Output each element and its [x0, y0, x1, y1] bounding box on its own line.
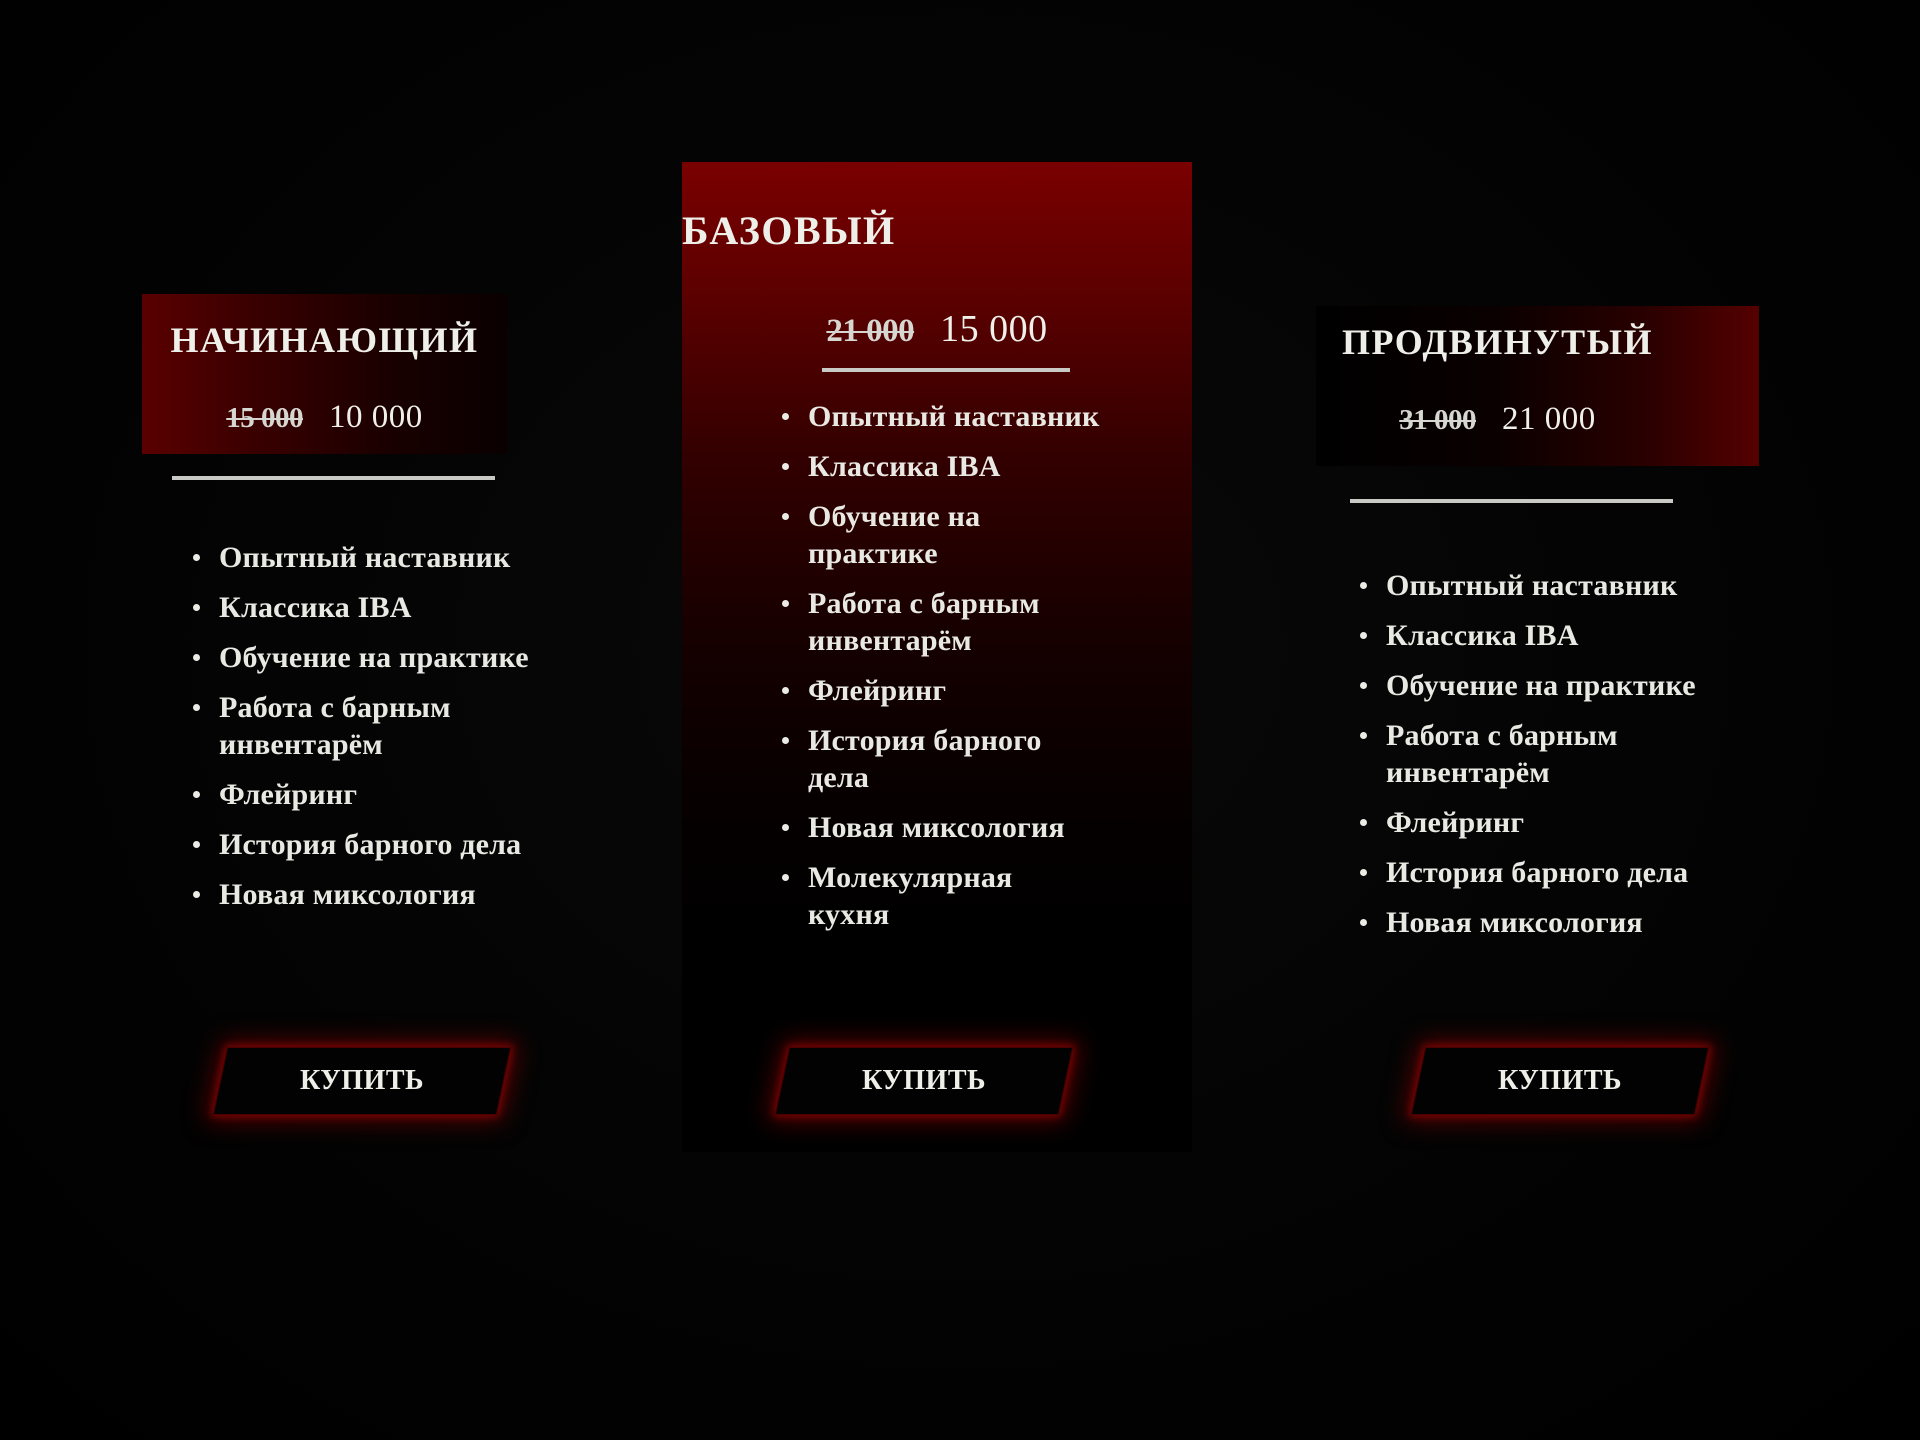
feature-item: Флейринг	[190, 776, 610, 813]
plan-title: БАЗОВЫЙ	[682, 208, 896, 253]
divider	[1350, 499, 1673, 503]
current-price: 10 000	[329, 399, 423, 435]
plan-beginner-header	[142, 294, 507, 454]
buy-button-label: КУПИТЬ	[861, 1065, 987, 1096]
feature-item: Классика IBA	[190, 589, 610, 626]
feature-item: Классика IBA	[779, 448, 1139, 485]
feature-list	[1357, 567, 1777, 954]
feature-item: Молекулярная кухня	[779, 859, 1068, 933]
plan-title: ПРОДВИНУТЫЙ	[1341, 322, 1654, 362]
buy-button-advanced[interactable]	[1411, 1047, 1709, 1115]
buy-button-basic[interactable]	[775, 1047, 1073, 1115]
divider	[822, 368, 1070, 372]
plan-advanced-header	[1316, 306, 1759, 466]
divider	[172, 476, 495, 480]
price-row	[142, 399, 507, 436]
feature-item: Опытный наставник	[1357, 567, 1777, 604]
feature-item: Работа с барным инвентарём	[779, 585, 1108, 659]
price-row	[682, 307, 1192, 351]
feature-item: Новая миксология	[779, 809, 1139, 846]
current-price: 21 000	[1502, 401, 1596, 437]
current-price: 15 000	[940, 308, 1048, 350]
plan-title: НАЧИНАЮЩИЙ	[170, 320, 479, 360]
feature-item: История барного дела	[779, 722, 1098, 796]
feature-item: История барного дела	[1357, 854, 1777, 891]
old-price: 31 000	[1399, 404, 1476, 436]
plan-basic-card	[682, 162, 1192, 1152]
feature-list	[779, 398, 1139, 946]
feature-item: Обучение на практике	[1357, 667, 1777, 704]
feature-item: Обучение на практике	[190, 639, 610, 676]
feature-list	[190, 539, 610, 926]
old-price: 15 000	[226, 402, 303, 434]
feature-item: Флейринг	[779, 672, 1139, 709]
feature-item: Работа с барным инвентарём	[1357, 717, 1686, 791]
feature-item: Новая миксология	[1357, 904, 1777, 941]
feature-item: История барного дела	[190, 826, 610, 863]
feature-item: Опытный наставник	[190, 539, 610, 576]
feature-item: Классика IBA	[1357, 617, 1777, 654]
buy-button-label: КУПИТЬ	[1497, 1065, 1623, 1096]
feature-item: Флейринг	[1357, 804, 1777, 841]
buy-button-beginner[interactable]	[213, 1047, 511, 1115]
feature-item: Работа с барным инвентарём	[190, 689, 519, 763]
old-price: 21 000	[826, 313, 915, 349]
feature-item: Новая миксология	[190, 876, 610, 913]
buy-button-label: КУПИТЬ	[299, 1065, 425, 1096]
feature-item: Опытный наставник	[779, 398, 1139, 435]
feature-item: Обучение на практике	[779, 498, 1048, 572]
price-row	[1276, 401, 1719, 438]
